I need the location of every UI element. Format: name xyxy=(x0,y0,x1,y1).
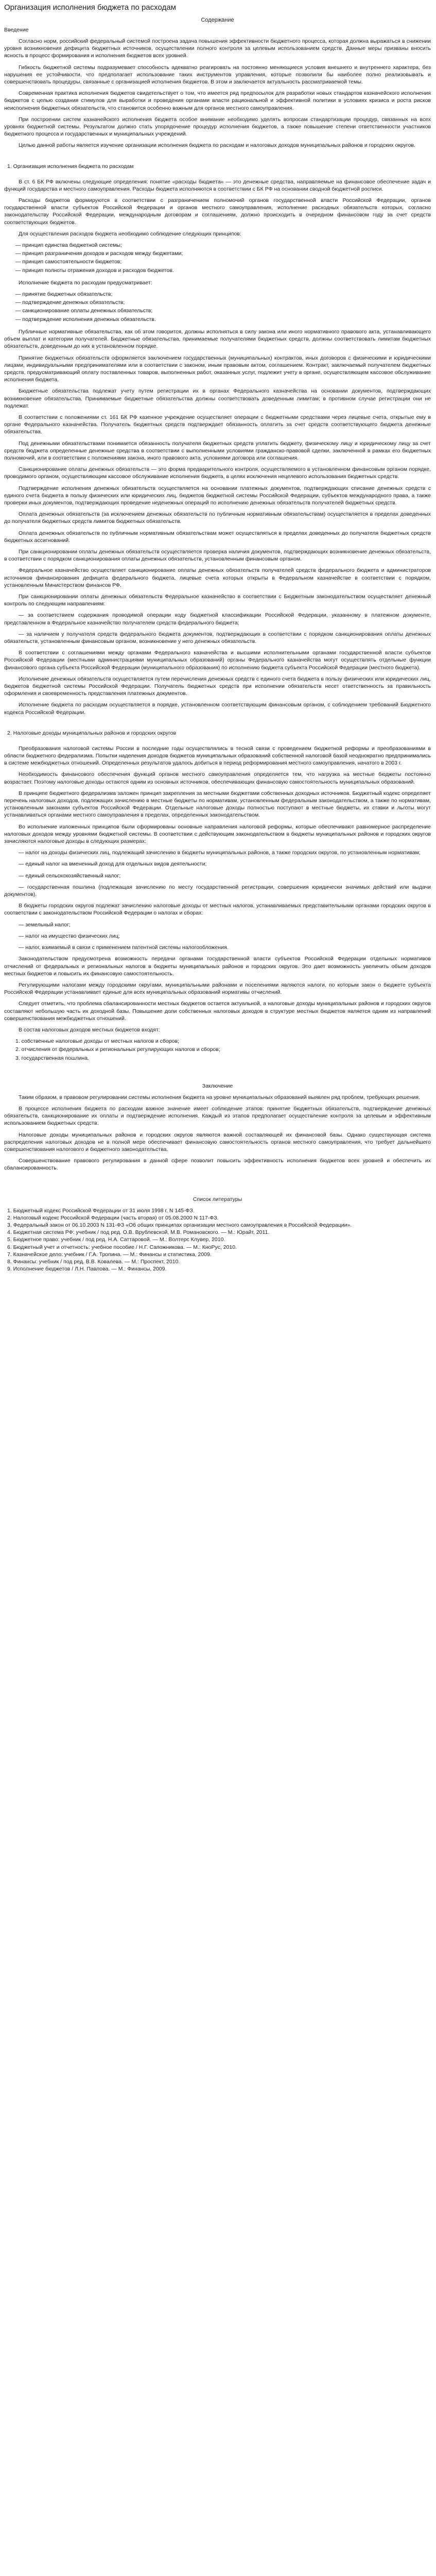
paragraph: Федеральное казначейство осуществляет санкционирование оплаты денежных обязательств получателей средств федерального бюджета и администраторов источников финансирования дефицита федерального бюджета, лицевые счета которых открыты в Федеральном казначействе в соответствии с порядком, установленным Министерством финансов РФ. xyxy=(4,567,431,588)
paragraph: Для осуществления расходов бюджета необходимо соблюдение следующих принципов: xyxy=(19,230,241,237)
paragraph: Преобразования налоговой системы России в последние годы осуществлялись в тесной связи с проведением бюджетной реформы и преобразованиями в области бюджетного федерализма. Попытки наделения доходов бюджетов муниципальных образований собственной налоговой базой неоднократно предпринимались в системе межбюджетных отношений. Определенных результатов удалось добиться в период реформирования местного самоуправления, начатого в 2003 г. xyxy=(4,745,431,767)
reference-item: 8. Финансы: учебник / под ред. В.В. Ковалева. — М.: Проспект, 2010. xyxy=(7,1258,180,1265)
list-item: — принцип единства бюджетной системы; xyxy=(15,242,122,249)
paragraph: При санкционировании оплаты денежных обязательств осуществляется проверка наличия документов, подтверждающих возникновение денежных обязательств, в соответствии с порядком санкционирования оплаты денежных обязательств, установленным финансовым органом. xyxy=(4,548,431,563)
paragraph: — за соответствием содержания проводимой операции коду бюджетной классификации Российской Федерации, указанному в платежном документе, представленном в Федеральное казначейство получателем средств федерального бюджета; xyxy=(4,612,431,626)
references-heading: Список литературы xyxy=(193,1196,242,1202)
paragraph: Регулирующими налогами между городскими округами, муниципальными районами и поселениями являются налоги, по которым закон о бюджете субъекта Российской Федерации устанавливает единые для всех муниципальных образований нормативы отчислений. xyxy=(4,981,431,996)
reference-item: 2. Налоговый кодекс Российской Федерации (часть вторая) от 05.08.2000 N 117-ФЗ. xyxy=(7,1214,219,1221)
paragraph: В соответствии с соглашениями между органами Федерального казначейства и высшими исполнительными органами государственной власти субъектов Российской Федерации (местными администрациями муниципальных образований) органы Федерального казначейства могут осуществлять отдельные функции финансового органа субъекта Российской Федерации (муниципального образования) по исполнению бюджета субъекта Российской Федерации (местного бюджета). xyxy=(4,650,431,671)
paragraph: Под денежными обязательствами понимается обязанность получателя бюджетных средств уплатить бюджету, физическому лицу и юридическому лицу за счет средств бюджета определенные денежные средства в соответствии с выполненными условиями гражданско-правовой сделки, заключенной в рамках его бюджетных полномочий, или в соответствии с положениями закона, иного правового акта, условиями договора или соглашения. xyxy=(4,440,431,461)
paragraph: Необходимость финансового обеспечения функций органов местного самоуправления определяется тем, что нагрузка на местные бюджеты постоянно возрастает. Поэтому налоговые доходы остаются одним из основных источников, обеспечивающих финансовую самостоятельность муниципальных образований. xyxy=(4,771,431,785)
paragraph: Исполнение бюджета по расходам осуществляется в порядке, установленном соответствующим финансовым органом, с соблюдением требований Бюджетного кодекса Российской Федерации. xyxy=(4,702,431,716)
paragraph: — единый налог на вмененный доход для отдельных видов деятельности; xyxy=(19,861,207,868)
paragraph: Законодательством предусмотрена возможность передачи органами государственной власти субъектов Российской Федерации отдельных нормативов отчислений от федеральных и региональных налогов в бюджеты муниципальных районов и городских округов. Это дает возможность увеличить объем доходов местных бюджетов и повысить их финансовую самостоятельность. xyxy=(4,956,431,977)
references-list xyxy=(4,1207,431,1273)
reference-item: 1. Бюджетный кодекс Российской Федерации от 31 июля 1998 г. N 145-ФЗ. xyxy=(7,1207,195,1214)
reference-item: 9. Исполнение бюджетов / Л.Н. Павлова. — М.: Финансы, 2009. xyxy=(7,1266,167,1273)
paragraph: Оплата денежных обязательств по публичным нормативным обязательствам может осуществляться в пределах доведенных до получателя бюджетных средств бюджетных ассигнований. xyxy=(4,530,431,544)
paragraph: При построении систем казначейского исполнения бюджета особое внимание необходимо уделять вопросам стандартизации процедур, связанных на всех уровнях бюджетной системы. Результатом должно стать упорядочение процедур исполнения бюджетов, а также повышение степени ответственности участников бюджетного процесса и государственных и муниципальных учреждений. xyxy=(4,116,431,138)
paragraph: Принятие бюджетных обязательств оформляется заключением государственных (муниципальных) контрактов, иных договоров с физическими и юридическими лицами, индивидуальными предпринимателями или в соответствии с законом, иным правовым актом, соглашением. Контракт, заключаемый получателем бюджетных средств, предусматривающий оплату поставленных товаров, выполненных работ, оказанных услуг, подлежит учету в органе, осуществляющем кассовое обслуживание исполнения бюджета. xyxy=(4,354,431,383)
section1 xyxy=(4,178,431,716)
paragraph: Современная практика исполнения бюджетов свидетельствует о том, что имеется ряд предпосылок для разработки новых стандартов казначейского исполнения бюджетов с целью создания стимулов для выработки и проведения органами власти рациональной и эффективной политики в условиях кризиса и роста рисков неисполнения бюджетных обязательств, что становится особенно важным для органов местного самоуправления. xyxy=(4,90,431,111)
paragraph: Бюджетные обязательства подлежат учету путем регистрации их в органах Федерального казначейства на основании документов, подтверждающих возникновение обязательства. Принимаемые бюджетные обязательства должны соответствовать доведенным лимитам; в противном случае регистрации они не подлежат. xyxy=(4,388,431,409)
paragraph: — налог, взимаемый в связи с применением патентной системы налогообложения. xyxy=(19,944,229,951)
paragraph: Налоговые доходы муниципальных районов и городских округов являются важной составляющей их финансовой базы. Однако существующая система распределения налоговых доходов не в полной мере обеспечивает финансовую самостоятельность органов местного самоуправления, что требует дальнейшего совершенствования налогового и бюджетного законодательства. xyxy=(4,1131,431,1153)
intro-section xyxy=(4,38,431,149)
paragraph: При санкционировании оплаты денежных обязательств Федеральное казначейство в соответствии с Бюджетным законодательством осуществляет денежный контроль по следующим направлениям: xyxy=(4,593,431,607)
paragraph: — земельный налог; xyxy=(19,921,71,928)
list-item: 2. отчисления от федеральных и региональных регулирующих налогов и сборов; xyxy=(15,1046,220,1053)
paragraph: Следует отметить, что проблема сбалансированности местных бюджетов остается актуальной, а налоговые доходы муниципальных районов и городских округов составляют небольшую часть их доходной базы. Повышение доли собственных налоговых доходов в структуре местных бюджетов является одним из направлений совершенствования межбюджетных отношений. xyxy=(4,1001,431,1022)
list-item: — принцип разграничения доходов и расходов между бюджетами; xyxy=(15,250,183,257)
section2 xyxy=(4,745,431,1062)
paragraph: В ст. 6 БК РФ включены следующие определения: понятие «расходы бюджета» — это денежные средства, направляемые на финансовое обеспечение задач и функций государства и местного самоуправления. Расходы бюджета исполняются в соответствии с БК РФ на основании сводной бюджетной росписи. xyxy=(4,178,431,192)
paragraph: В принципе бюджетного федерализма заложен принцип закрепления за местными бюджетами собственных доходных источников. Бюджетный кодекс определяет перечень налоговых доходов, подлежащих зачислению в местные бюджеты по нормативам, установленным федеральным законодательством, а также по нормативам, установленным законами субъектов Российской Федерации. Отдельные налоговые доходы полностью поступают в местные бюджеты, их ставки и льготы могут устанавливаться органами местного самоуправления в пределах, определенных законодательством. xyxy=(4,790,431,819)
paragraph: — государственная пошлина (подлежащая зачислению по месту государственной регистрации, совершения юридически значимых действий или выдачи документов). xyxy=(4,884,431,898)
paragraph: Расходы бюджетов формируются в соответствии с разграничением полномочий органов государственной власти Российской Федерации, органов государственной власти субъектов Российской Федерации и органов местного самоуправления, исполнение расходных обязательств которых, согласно законодательству Российской Федерации, международным договорам и соглашениям, должно происходить в очередном финансовом году за счет средств соответствующих бюджетов. xyxy=(4,197,431,226)
list-item: 3. государственная пошлина. xyxy=(15,1055,89,1061)
paragraph: Совершенствование правового регулирования в данной сфере позволит повысить эффективность исполнения бюджетов всех уровней и обеспечить их сбалансированность. xyxy=(4,1158,431,1172)
list-item: — санкционирование оплаты денежных обязательств; xyxy=(15,308,153,314)
paragraph: В соответствии с положениями ст. 161 БК РФ казенное учреждение осуществляет операции с бюджетными средствами через лицевые счета, открытые ему в органе Федерального казначейства. Получатель бюджетных средств подтверждает обязанность оплатить за счет средств соответствующего бюджета денежные обязательства. xyxy=(4,414,431,435)
conclusion-heading: Заключение xyxy=(202,1082,233,1089)
reference-item: 4. Бюджетная система РФ: учебник / под ред. О.В. Врублевской, М.В. Романовского. — М.: Юрайт, 2011. xyxy=(7,1229,270,1236)
paragraph: — налог на имущество физических лиц; xyxy=(19,933,120,939)
section2-heading: 2. Налоговые доходы муниципальных районов и городских округов xyxy=(7,730,177,736)
reference-item: 3. Федеральный закон от 06.10.2003 N 131-ФЗ «Об общих принципах организации местного самоуправления в Российской Федерации». xyxy=(7,1222,352,1228)
paragraph: Оплата денежных обязательств (за исключением денежных обязательств по публичным нормативным обязательствам) осуществляется в пределах доведенных до получателя бюджетных средств лимитов бюджетных обязательств. xyxy=(4,511,431,525)
paragraph: — единый сельскохозяйственный налог; xyxy=(19,872,121,879)
intro-heading: Введение xyxy=(4,27,29,33)
paragraph: Санкционирование оплаты денежных обязательств — это форма предварительного контроля, осуществляемого в установленном финансовым органом порядке, проводимого органом, осуществляющим кассовое обслуживание исполнения бюджета, в целях исключения нецелевого использования бюджетных средств. xyxy=(4,466,431,480)
list-item: — подтверждение исполнения денежных обязательств. xyxy=(15,316,156,323)
paragraph: Публичные нормативные обязательства, как об этом говорится, должны исполняться в силу закона или иного нормативного правового акта, устанавливающего объем выплат и категории получателей. Бюджетные обязательства, принимаемые получателями бюджетных средств, должны соответствовать лимитам бюджетных обязательств, доведенным до них в установленном порядке. xyxy=(4,328,431,350)
paragraph: В бюджеты городских округов подлежат зачислению налоговые доходы от местных налогов, устанавливаемых представительными органами городских округов в соответствии с законодательством Российской Федерации о налогах и сборах: xyxy=(4,903,431,917)
list-item: — подтверждение денежных обязательств; xyxy=(15,299,125,306)
reference-item: 7. Казначейское дело: учебник / Г.А. Тропина. — М.: Финансы и статистика, 2009. xyxy=(7,1251,212,1258)
toc-heading: Содержание xyxy=(201,17,234,23)
list-item: — принцип самостоятельности бюджетов; xyxy=(15,259,122,265)
paragraph: Исполнение бюджета по расходам предусматривает: xyxy=(19,279,152,286)
document-page xyxy=(0,0,436,1278)
document-title: Организация исполнения бюджета по расходам xyxy=(4,3,176,12)
reference-item: 6. Бюджетный учет и отчетность: учебное пособие / Н.Г. Сапожникова. — М.: КноРус, 2010. xyxy=(7,1244,237,1250)
paragraph: Целью данной работы является изучение организации исполнения бюджета по расходам и налоговых доходов муниципальных районов и городских округов. xyxy=(19,142,415,149)
list-item: 1. собственные налоговые доходы от местных налогов и сборов; xyxy=(15,1038,179,1045)
paragraph: Подтверждение исполнения денежных обязательств осуществляется на основании платежных документов, подтверждающих списание денежных средств с единого счета бюджета в пользу физических или юридических лиц, бюджетов бюджетной системы Российской Федерации, субъектов международного права, а также проверки иных документов, подтверждающих проведение неденежных операций по исполнению денежных обязательств получателей бюджетных средств. xyxy=(4,485,431,506)
paragraph: Согласно норм, российский федеральный системой построена задача повышения эффективности бюджетного процесса, которая должна выражаться в снижении уровня возникновения дефицита бюджетных источников, осуществлении полного контроля за целевым использованием средств. Данные меры призваны вносить ясность в процесс формирования и исполнения бюджетов всех уровней. xyxy=(4,38,431,59)
paragraph: Во исполнение изложенных принципов были сформированы основные направления налоговой реформы, которые обеспечивают равномерное распределение налоговых доходов между уровнями бюджетной системы. В соответствии с действующим законодательством в бюджеты муниципальных районов и городских округов зачисляются налоговые доходы в следующих размерах: xyxy=(4,823,431,845)
paragraph: — налог на доходы физических лиц, подлежащий зачислению в бюджеты муниципальных районов, а также городских округов, по установленным нормативам; xyxy=(19,850,421,856)
list-item: — принятие бюджетных обязательств; xyxy=(15,291,113,298)
section1-heading: 1. Организация исполнения бюджета по расходам xyxy=(7,163,134,170)
paragraph: В состав налоговых доходов местных бюджетов входят: xyxy=(19,1026,160,1033)
list-item: — принцип полноты отражения доходов и расходов бюджетов. xyxy=(15,267,174,274)
paragraph: В процессе исполнения бюджета по расходам важное значение имеет соблюдение этапов: принятие бюджетных обязательств, подтверждение денежных обязательств, санкционирование их оплаты и подтверждение исполнения. Каждый из этапов предполагает осуществление контроля за целевым и эффективным использованием бюджетных средств. xyxy=(4,1105,431,1127)
conclusion-section xyxy=(4,1094,431,1172)
reference-item: 5. Бюджетное право: учебник / под ред. Н.А. Саттаровой. — М.: Волтерс Клувер, 2010. xyxy=(7,1236,225,1243)
paragraph: — за наличием у получателя средств федерального бюджета документов, подтверждающих в соответствии с порядком санкционирования оплаты денежных обязательств, установленным финансовым органом, возникновение у него денежных обязательств. xyxy=(4,631,431,645)
paragraph: Исполнение денежных обязательств осуществляется путем перечисления денежных средств с единого счета бюджета в пользу физических или юридических лиц, бюджетов бюджетной системы Российской Федерации. Получатель бюджетных средств при исполнении обязательств несет ответственность за правильность оформления и своевременность представления платежных документов. xyxy=(4,675,431,697)
paragraph: Гибкость бюджетной системы подразумевает способность адекватно реагировать на постоянно меняющиеся условия внешнего и внутреннего характера, без нарушения ее устойчивости, что предполагает использование таких инструментов управления, которые позволили бы наиболее полно реализовывать и совершенствовать процедуры, связанные с организацией исполнения бюджетов. В этом и заключается актуальность рассматриваемой темы. xyxy=(4,64,431,86)
paragraph: Таким образом, в правовом регулировании системы исполнения бюджета на уровне муниципальных образований выявлен ряд проблем, требующих решения. xyxy=(19,1094,421,1100)
